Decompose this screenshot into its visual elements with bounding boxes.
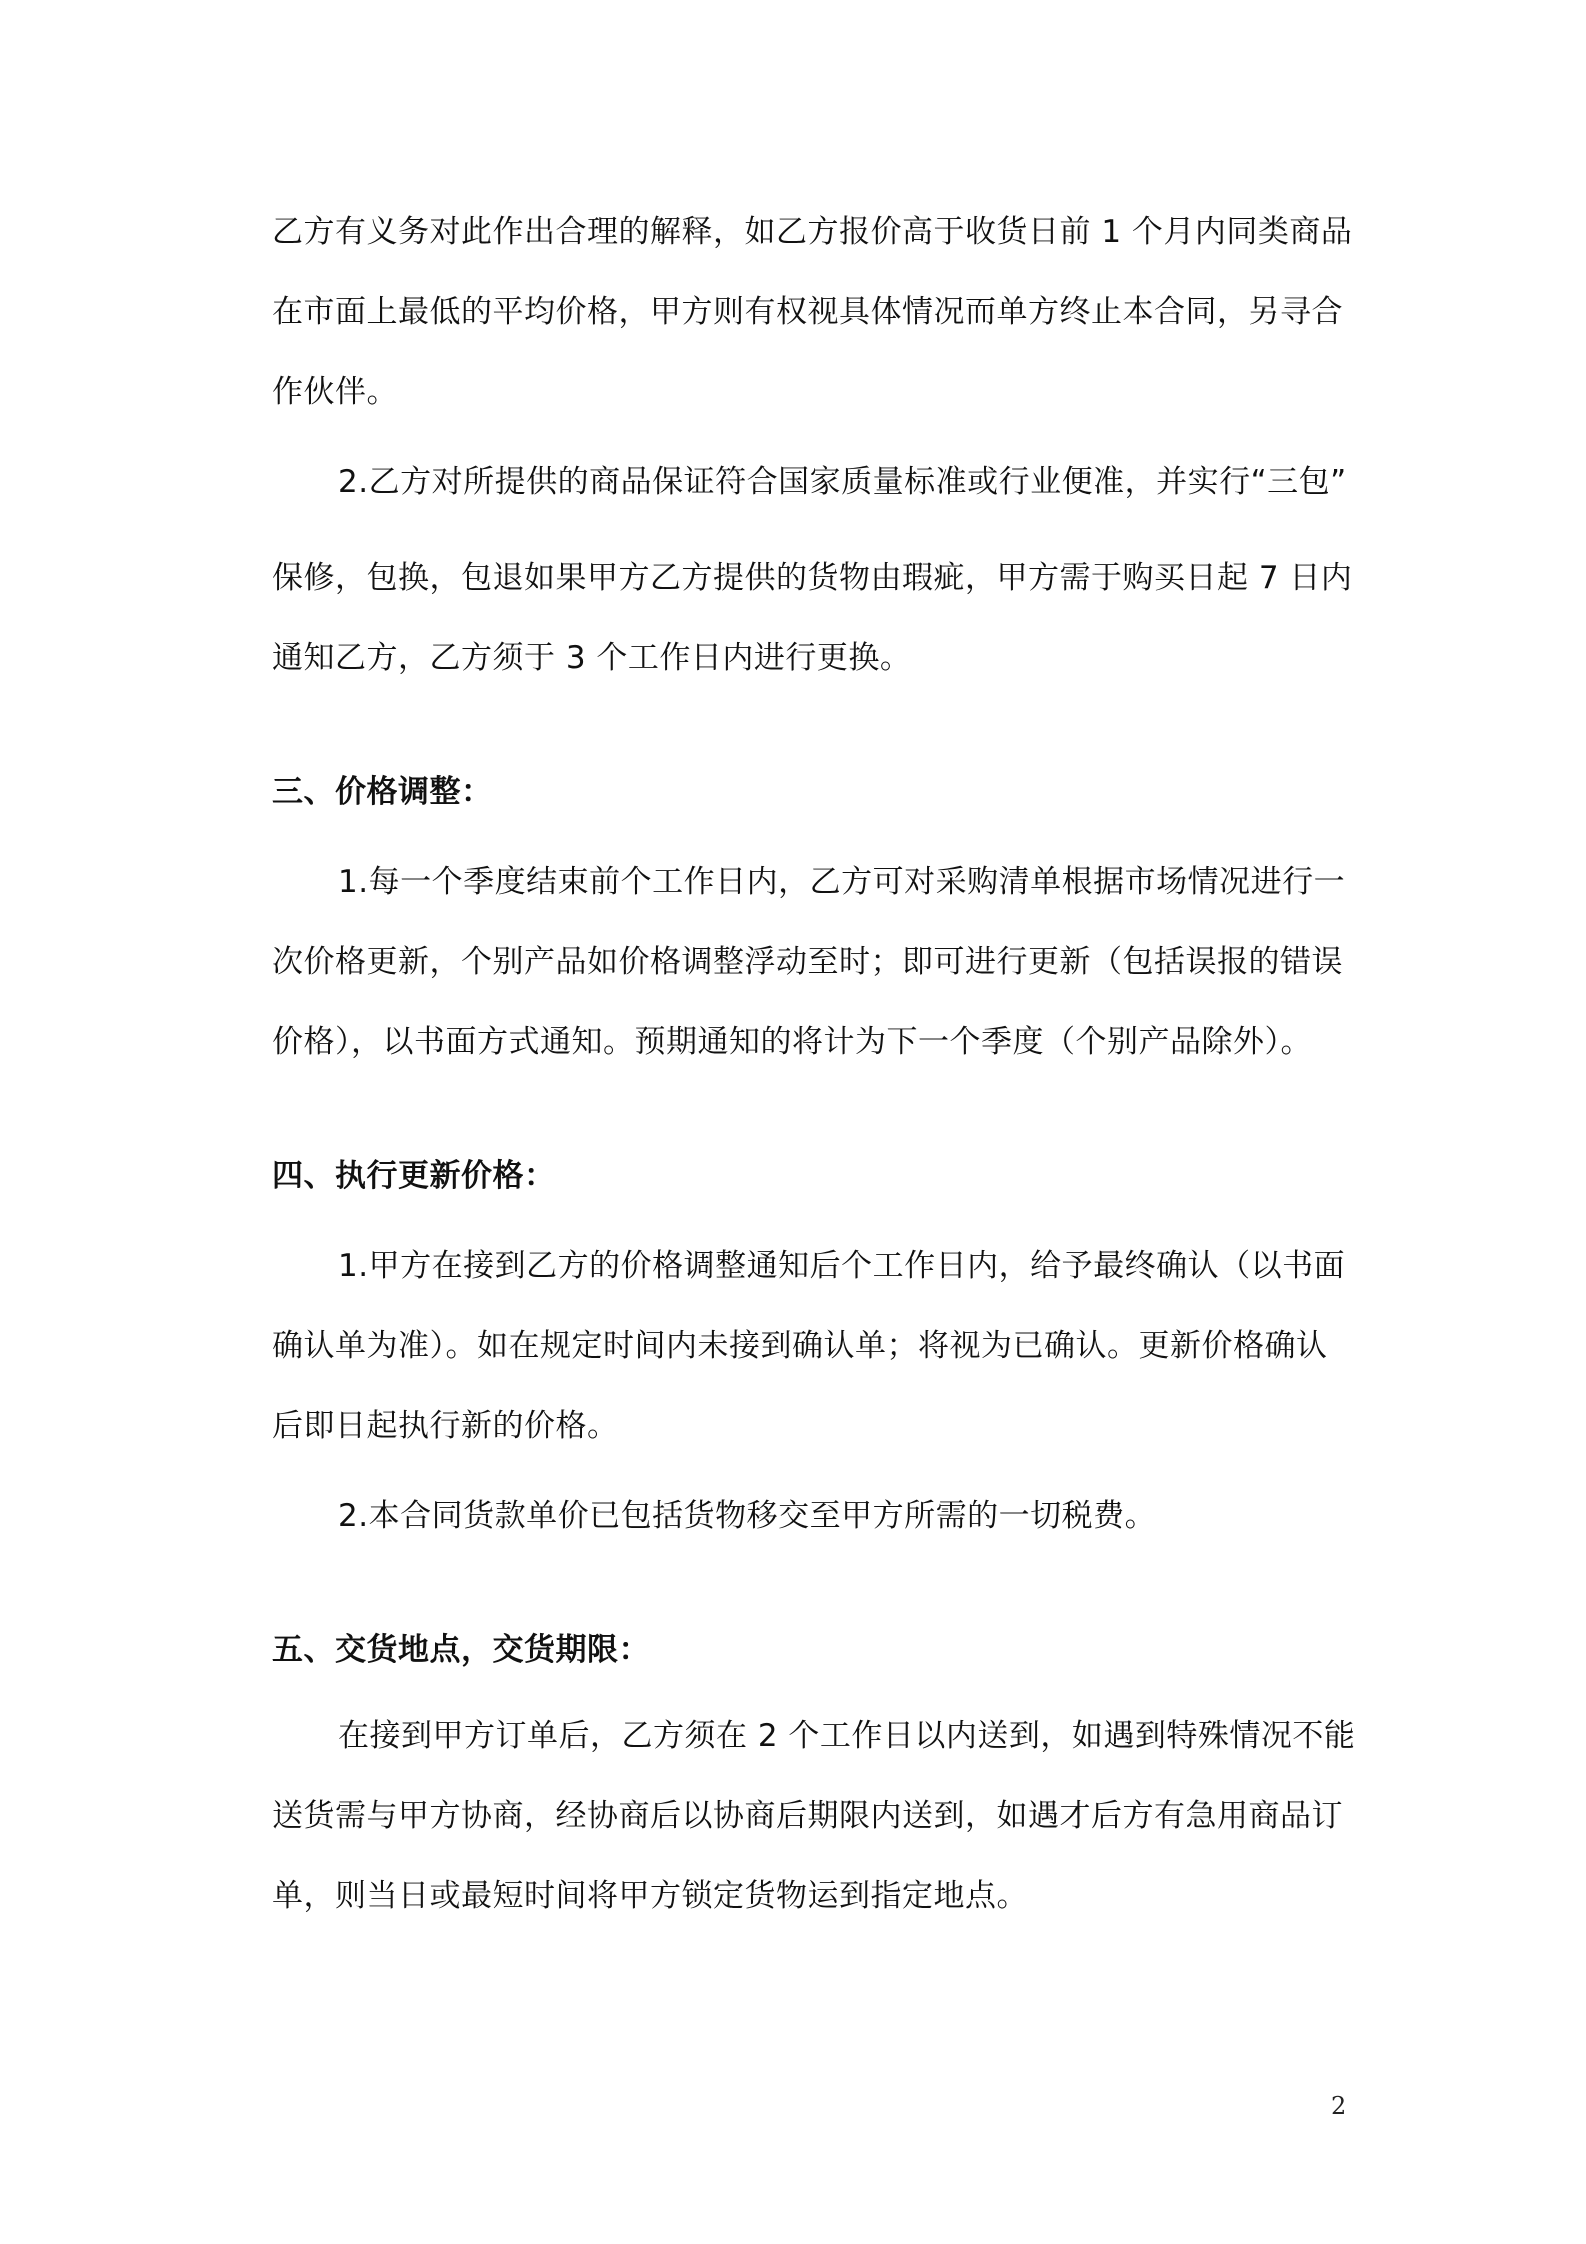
section-heading-execute-update: 四、执行更新价格： — [272, 1158, 556, 1194]
paragraph-5-line-1: 2.本合同货款单价已包括货物移交至甲方所需的一切税费。 — [338, 1498, 1157, 1534]
paragraph-6-line-3: 单，则当日或最短时间将甲方锁定货物运到指定地点。 — [272, 1878, 1028, 1914]
paragraph-3-line-3: 价格），以书面方式通知。预期通知的将计为下一个季度（个别产品除外）。 — [272, 1024, 1312, 1060]
paragraph-4-line-1: 1.甲方在接到乙方的价格调整通知后个工作日内，给予最终确认（以书面 — [338, 1248, 1346, 1284]
section-heading-delivery: 五、交货地点，交货期限： — [272, 1632, 650, 1668]
paragraph-2-line-3: 通知乙方，乙方须于 3 个工作日内进行更换。 — [272, 640, 912, 676]
paragraph-3-line-1: 1.每一个季度结束前个工作日内，乙方可对采购清单根据市场情况进行一 — [338, 864, 1346, 900]
paragraph-6-line-1: 在接到甲方订单后，乙方须在 2 个工作日以内送到，如遇到特殊情况不能 — [338, 1718, 1356, 1754]
page-number: 2 — [1331, 2092, 1347, 2120]
paragraph-3-line-2: 次价格更新，个别产品如价格调整浮动至时；即可进行更新（包括误报的错误 — [272, 944, 1343, 980]
paragraph-4-line-3: 后即日起执行新的价格。 — [272, 1408, 619, 1444]
paragraph-2-line-1: 2.乙方对所提供的商品保证符合国家质量标准或行业便准，并实行“三包” — [338, 464, 1347, 500]
paragraph-1-line-2: 在市面上最低的平均价格，甲方则有权视具体情况而单方终止本合同，另寻合 — [272, 294, 1343, 330]
section-heading-price-adjustment: 三、价格调整： — [272, 774, 493, 810]
paragraph-4-line-2: 确认单为准）。如在规定时间内未接到确认单；将视为已确认。更新价格确认 — [272, 1328, 1328, 1364]
paragraph-1-line-1: 乙方有义务对此作出合理的解释，如乙方报价高于收货日前 1 个月内同类商品 — [272, 214, 1353, 250]
paragraph-1-line-3: 作伙伴。 — [272, 374, 398, 410]
paragraph-6-line-2: 送货需与甲方协商，经协商后以协商后期限内送到，如遇才后方有急用商品订 — [272, 1798, 1343, 1834]
paragraph-2-line-2: 保修，包换，包退如果甲方乙方提供的货物由瑕疵，甲方需于购买日起 7 日内 — [272, 560, 1353, 596]
